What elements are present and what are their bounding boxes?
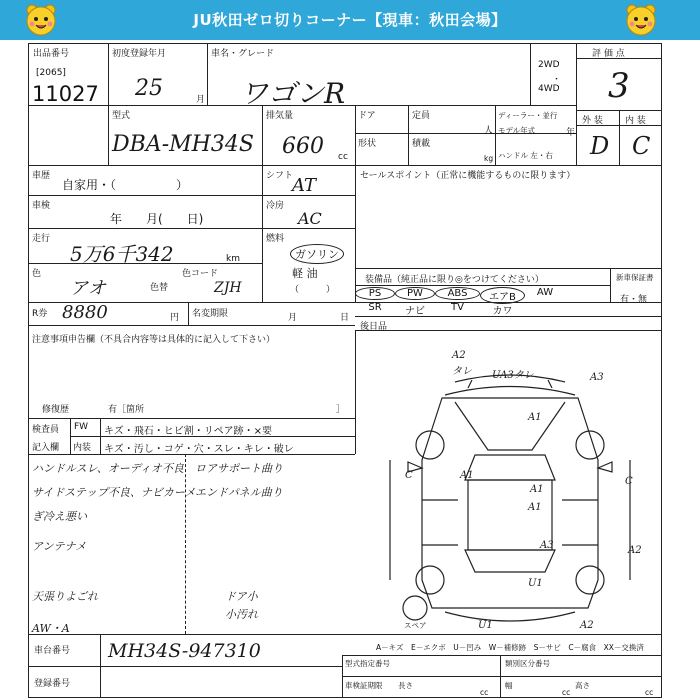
equipment-item: AW: [536, 287, 554, 298]
damage-legend: A－キズ E－エクボ U－凹み W－補修跡 S－サビ C－腐食 XX－交換済: [376, 643, 644, 652]
score-label: 評 価 点: [592, 49, 625, 59]
equipment-item: PW: [395, 287, 435, 300]
model-label: 型式: [112, 111, 131, 121]
note-line: サイドステップ不良、ナビカーメ: [32, 486, 196, 499]
cooler-value: AC: [298, 209, 322, 228]
lot-no-label: 出品番号: [33, 49, 70, 59]
car-name-value: ワゴンR: [240, 77, 346, 110]
equipment-item: ナビ: [405, 306, 425, 317]
mascot-left-icon: [24, 3, 58, 37]
lot-number: 11027: [32, 82, 99, 106]
note-line: ぎ冷え悪い: [32, 510, 87, 523]
notes-label: 注意事項申告欄（不具合内容等は具体的に記入して下さい）: [32, 335, 276, 345]
note-line: 天張りよごれ: [32, 590, 98, 603]
mileage-value: 5万6千342: [70, 242, 174, 266]
equipment-grid: [355, 285, 610, 316]
chassis-value: MH34S-947310: [108, 640, 261, 662]
2wd-label: 2WD: [538, 60, 560, 70]
usage-value: 自家用・（ ）: [62, 178, 189, 192]
equipment-item: SR: [368, 302, 382, 313]
note-line: AW・A: [32, 622, 70, 635]
exterior-label: 外 装: [582, 116, 603, 126]
note-line: ハンドルスレ、オーディオ不良: [32, 462, 184, 475]
note-line-right: 小汚れ: [225, 608, 258, 621]
note-line-right: ロアサポート曲り: [195, 462, 283, 475]
first-reg-label: 初度登録年月: [112, 49, 167, 59]
color-value: アオ: [70, 278, 106, 299]
displacement-value: 660: [282, 134, 324, 159]
4wd-label: 4WD: [538, 84, 560, 94]
reg-month-unit: 月: [196, 95, 206, 105]
shift-value: AT: [292, 175, 317, 196]
exterior-grade: D: [590, 132, 610, 160]
mascot-right-icon: [624, 3, 658, 37]
recycle-value: 8880: [62, 302, 108, 323]
sales-points-label: セールスポイント（正常に機能するものに限ります）: [360, 171, 576, 181]
lot-prefix: [2065]: [36, 68, 66, 78]
equipment-item: ABS: [435, 287, 480, 300]
note-line-right: ドア小: [225, 590, 258, 603]
color-code-value: ZJH: [214, 280, 242, 296]
equipment-item: エアB: [480, 287, 525, 304]
equipment-item: カワ: [492, 306, 513, 317]
reg-year-value: 25: [135, 76, 163, 101]
page-title: JU秋田ゼロ切りコーナー【現車：秋田会場】: [193, 11, 507, 29]
displacement-label: 排気量: [266, 111, 294, 121]
note-line: アンテナメ: [32, 540, 87, 553]
shaken-value: 年 月( 日): [110, 212, 204, 226]
fuel-gas-value: ガソリン: [290, 244, 344, 264]
fuel-diesel-value: 軽 油: [292, 267, 318, 280]
equipment-item: PS: [355, 287, 395, 300]
car-name-label: 車名・グレード: [211, 49, 275, 59]
model-value: DBA-MH34S: [112, 132, 254, 157]
equipment-label: 装備品（純正品に限り◎をつけてください）: [365, 275, 544, 285]
note-line-right: エンドパネル曲り: [195, 486, 283, 499]
interior-label: 内 装: [625, 116, 646, 126]
score-value: 3: [608, 66, 630, 106]
car-damage-diagram: [360, 340, 660, 640]
equipment-item: TV: [451, 302, 464, 313]
interior-grade: C: [632, 132, 651, 160]
